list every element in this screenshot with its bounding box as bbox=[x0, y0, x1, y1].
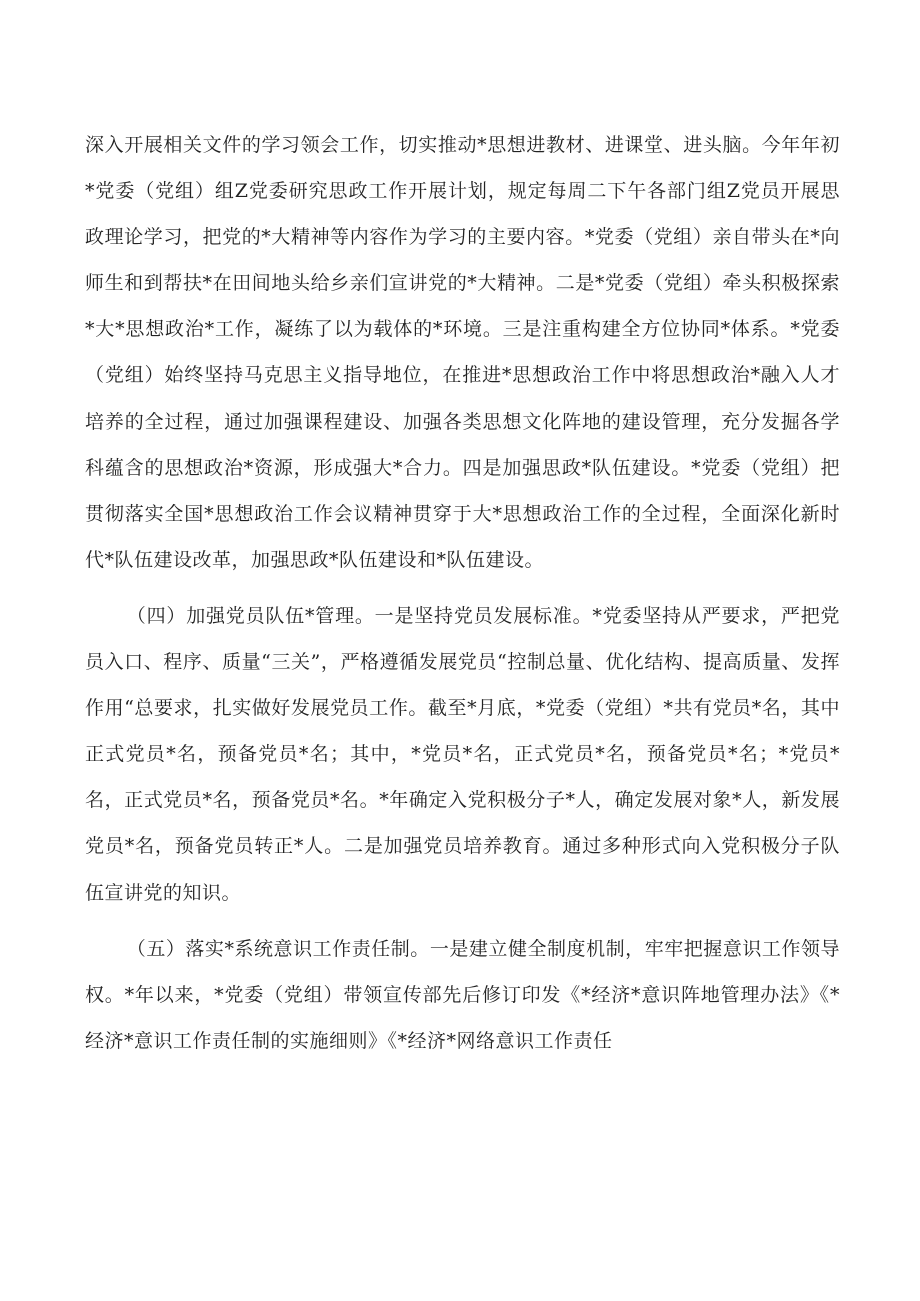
paragraph-1: 深入开展相关文件的学习领会工作，切实推动*思想进教材、进课堂、进头脑。今年年初*党委（党组）组Z党委研究思政工作开展计划，规定每周二下午各部门组Z党员开展思政理论学习，把党的*大精神等内容作为学习的主要内容。*党委（党组）亲自带头在*向师生和到帮扶*在田间地头给乡亲们宣讲党的*大精神。二是*党委（党组）牵头积极探索*大*思想政治*工作，凝练了以为载体的*环境。三是注重构建全方位协同*体系。*党委（党组）始终坚持马克思主义指导地位，在推进*思想政治工作中将思想政治*融入人才培养的全过程，通过加强课程建设、加强各类思想文化阵地的建设管理，充分发掘各学科蕴含的思想政治*资源，形成强大*合力。四是加强思政*队伍建设。*党委（党组）把贯彻落实全国*思想政治工作会议精神贯穿于大*思想政治工作的全过程，全面深化新时代*队伍建设改革，加强思政*队伍建设和*队伍建设。 bbox=[85, 134, 840, 571]
paragraph-3: （五）落实*系统意识工作责任制。一是建立健全制度机制，牢牢把握意识工作领导权。*年以来，*党委（党组）带领宣传部先后修订印发《*经济*意识阵地管理办法》《*经济*意识工作责任制的实施细则》《*经济*网络意识工作责任 bbox=[85, 937, 840, 1052]
paragraph-spacer bbox=[85, 916, 840, 926]
document-body bbox=[85, 122, 840, 1064]
paragraph-spacer bbox=[85, 583, 840, 593]
paragraph-2: （四）加强党员队伍*管理。一是坚持党员发展标准。*党委坚持从严要求，严把党员入口、程序、质量“三关”，严格遵循发展党员“控制总量、优化结构、提高质量、发挥作用“总要求，扎实做好发展党员工作。截至*月底，*党委（党组）*共有党员*名，其中正式党员*名，预备党员*名；其中，*党员*名，正式党员*名，预备党员*名；*党员*名，正式党员*名，预备党员*名。*年确定入党积极分子*人，确定发展对象*人，新发展党员*名，预备党员转正*人。二是加强党员培养教育。通过多种形式向入党积极分子队伍宣讲党的知识。 bbox=[85, 604, 840, 904]
